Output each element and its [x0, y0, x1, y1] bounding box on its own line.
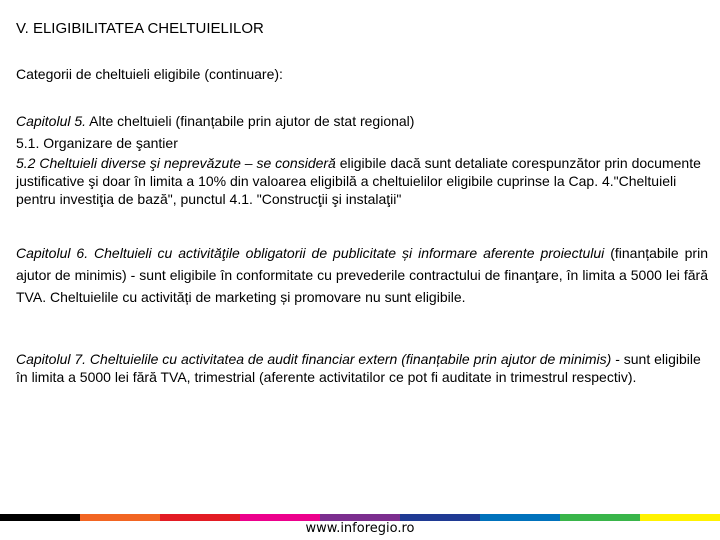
- stripe-segment-4: [240, 514, 320, 521]
- chapter-6-block: [16, 242, 708, 308]
- chapter-7-rest: - sunt eligibile în limita a 5000 lei fără TVA, trimestrial (aferente activitatilor ce pot fi auditate in trimestrul respectiv).: [16, 351, 701, 385]
- chapter-7-block: [16, 350, 708, 386]
- stripe-segment-1: [0, 514, 80, 521]
- subtitle: Categorii de cheltuieli eligibile (continuare):: [16, 66, 283, 82]
- chapter-6-paragraph: [16, 242, 708, 308]
- section-title: V. ELIGIBILITATEA CHELTUIELILOR: [16, 20, 264, 37]
- footer-color-stripe: [0, 514, 720, 521]
- stripe-segment-9: [640, 514, 720, 521]
- footer: [0, 521, 720, 536]
- chapter-5-heading: [16, 110, 708, 132]
- stripe-segment-2: [80, 514, 160, 521]
- chapter-7-heading-italic: Capitolul 7. Cheltuielile cu activitatea de audit financiar extern (finanțabile prin ajutor de minimis): [16, 351, 612, 367]
- stripe-segment-3: [160, 514, 240, 521]
- chapter-5-heading-rest: Alte cheltuieli (finanțabile prin ajutor de stat regional): [86, 113, 415, 129]
- chapter-6-heading-italic: Capitolul 6. Cheltuieli cu activităţile obligatorii de publicitate și informare aferente proiectului: [16, 245, 605, 261]
- chapter-7-paragraph: [16, 350, 708, 386]
- chapter-5-block: [16, 110, 708, 208]
- footer-url-link[interactable]: www.inforegio.ro: [305, 521, 415, 536]
- stripe-segment-6: [400, 514, 480, 521]
- chapter-6-rest: (finanțabile prin ajutor de minimis) - sunt eligibile în conformitate cu prevederile contractului de finanţare, în limita a 5000 lei fără TVA. Cheltuielile cu activități de marketing și promovare nu sunt eligibile.: [16, 245, 708, 305]
- item-5-2-rest: eligibile dacă sunt detaliate corespunzător prin documente justificative şi doar în limita a 10% din valoarea eligibilă a cheltuielilor eligibile cuprinse la Cap. 4."Cheltuieli pentru investiţia de bază", punctul 4.1. "Construcţii şi instalaţii": [16, 155, 701, 207]
- item-5-1: 5.1. Organizare de şantier: [16, 135, 178, 151]
- item-5-2: [16, 154, 708, 208]
- chapter-5-heading-italic: Capitolul 5.: [16, 113, 87, 129]
- stripe-segment-8: [560, 514, 640, 521]
- item-5-2-italic: 5.2 Cheltuieli diverse şi neprevăzute – se consideră: [16, 155, 336, 171]
- stripe-segment-5: [320, 514, 400, 521]
- stripe-segment-7: [480, 514, 560, 521]
